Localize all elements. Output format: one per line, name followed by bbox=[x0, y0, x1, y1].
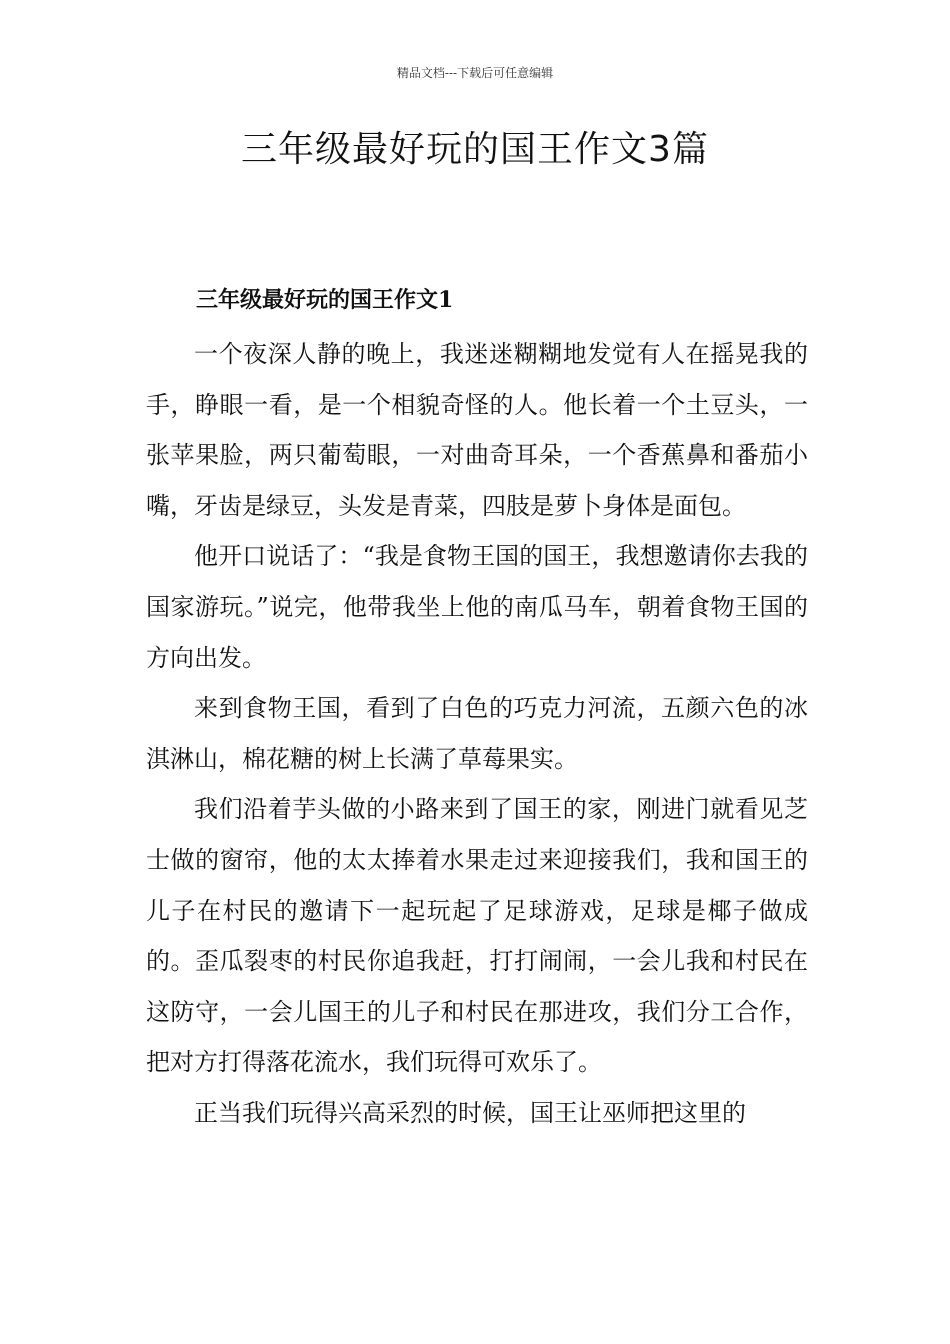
essay-body bbox=[146, 329, 808, 1139]
paragraph: 一个夜深人静的晚上，我迷迷糊糊地发觉有人在摇晃我的手，睁眼一看，是一个相貌奇怪的人。他长着一个土豆头，一张苹果脸，两只葡萄眼，一对曲奇耳朵，一个香蕉鼻和番茄小嘴，牙齿是绿豆，头发是青菜，四肢是萝卜身体是面包。 bbox=[146, 340, 808, 520]
paragraph: 正当我们玩得兴高采烈的时候，国王让巫师把这里的 bbox=[194, 1098, 746, 1127]
essay-subtitle: 三年级最好玩的国王作文1 bbox=[196, 287, 454, 313]
header-note: 精品文档---下载后可任意编辑 bbox=[396, 66, 554, 80]
paragraph: 来到食物王国，看到了白色的巧克力河流，五颜六色的冰淇淋山，棉花糖的树上长满了草莓果实。 bbox=[146, 694, 808, 773]
document-title: 三年级最好玩的国王作文3篇 bbox=[241, 129, 709, 170]
paragraph: 他开口说话了：“我是食物王国的国王，我想邀请你去我的国家游玩。”说完，他带我坐上他的南瓜马车，朝着食物王国的方向出发。 bbox=[146, 542, 808, 672]
paragraph: 我们沿着芋头做的小路来到了国王的家，刚进门就看见芝士做的窗帘，他的太太捧着水果走过来迎接我们，我和国王的儿子在村民的邀请下一起玩起了足球游戏，足球是椰子做成的。歪瓜裂枣的村民你追我赶，打打闹闹，一会儿我和村民在这防守，一会儿国王的儿子和村民在那进攻，我们分工合作，把对方打得落花流水，我们玩得可欢乐了。 bbox=[146, 795, 808, 1077]
